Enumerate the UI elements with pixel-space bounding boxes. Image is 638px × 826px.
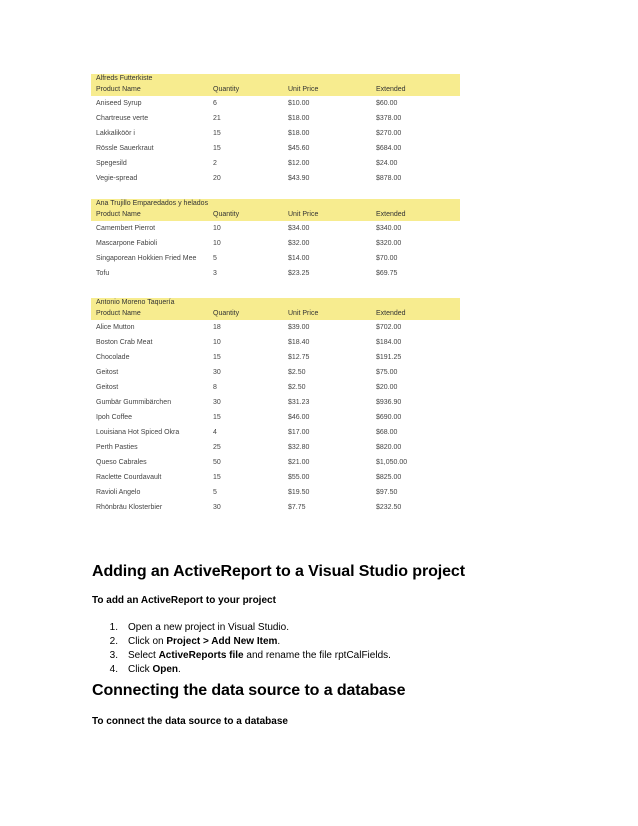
col-extended-cell: $68.00 (376, 428, 398, 436)
report-preview-image (91, 74, 460, 515)
col-extended-header: Extended (376, 211, 406, 218)
col-extended-cell: $340.00 (376, 224, 402, 232)
col-extended-cell: $1,050.00 (376, 458, 408, 466)
col-extended-cell: $60.00 (376, 99, 398, 107)
section-subheading-add-report: To add an ActiveReport to your project (92, 595, 276, 606)
step-text-part: . (178, 664, 181, 675)
section-heading-connect-datasource: Connecting the data source to a database (92, 682, 406, 699)
group-rows (91, 221, 460, 281)
table-row (96, 425, 455, 440)
col-extended-cell: $820.00 (376, 443, 402, 451)
col-product-name-cell: Raclette Courdavault (96, 473, 162, 481)
col-extended-header: Extended (376, 310, 406, 317)
step-text (128, 649, 391, 663)
col-unit-price-cell: $2.50 (288, 368, 306, 376)
table-row (96, 365, 455, 380)
col-product-name-cell: Gumbär Gummibärchen (96, 398, 172, 406)
step-emphasis: Open (152, 664, 179, 675)
col-extended-header: Extended (376, 86, 406, 93)
table-row (96, 440, 455, 455)
col-unit-price-cell: $23.25 (288, 269, 310, 277)
group-header-band (91, 199, 460, 221)
col-product-name-cell: Singaporean Hokkien Fried Mee (96, 254, 197, 262)
col-product-name-cell: Boston Crab Meat (96, 338, 153, 346)
table-row (96, 111, 455, 126)
col-product-name-cell: Tofu (96, 269, 110, 277)
col-extended-cell: $75.00 (376, 368, 398, 376)
col-extended-cell: $24.00 (376, 159, 398, 167)
step-item (92, 649, 391, 663)
col-product-name-header: Product Name (96, 211, 141, 218)
col-unit-price-cell: $19.50 (288, 488, 310, 496)
table-row (96, 500, 455, 515)
table-row (96, 395, 455, 410)
col-extended-cell: $702.00 (376, 323, 402, 331)
col-unit-price-cell: $12.00 (288, 159, 310, 167)
table-row (96, 156, 455, 171)
col-product-name-cell: Spegesild (96, 159, 127, 167)
step-text-part: Select (128, 650, 159, 661)
col-unit-price-cell: $10.00 (288, 99, 310, 107)
col-quantity-header: Quantity (213, 86, 240, 93)
table-row (96, 455, 455, 470)
table-row (96, 251, 455, 266)
step-item (92, 621, 391, 635)
step-emphasis: ActiveReports file (158, 650, 244, 661)
step-text (128, 663, 181, 677)
col-unit-price-cell: $18.00 (288, 114, 310, 122)
step-item (92, 663, 391, 677)
col-quantity-cell: 30 (213, 398, 221, 406)
col-extended-cell: $70.00 (376, 254, 398, 262)
col-extended-cell: $378.00 (376, 114, 402, 122)
step-number: 1. (109, 622, 118, 633)
step-number: 4. (109, 664, 118, 675)
table-row (96, 96, 455, 111)
col-quantity-cell: 10 (213, 224, 221, 232)
col-unit-price-cell: $46.00 (288, 413, 310, 421)
col-unit-price-cell: $21.00 (288, 458, 310, 466)
col-extended-cell: $69.75 (376, 269, 398, 277)
col-quantity-cell: 50 (213, 458, 221, 466)
col-quantity-cell: 2 (213, 159, 217, 167)
col-unit-price-header: Unit Price (288, 86, 319, 93)
col-quantity-cell: 21 (213, 114, 221, 122)
col-unit-price-cell: $32.80 (288, 443, 310, 451)
col-quantity-cell: 30 (213, 503, 221, 511)
col-extended-cell: $97.50 (376, 488, 398, 496)
table-row (96, 380, 455, 395)
table-row (96, 335, 455, 350)
col-product-name-cell: Alice Mutton (96, 323, 135, 331)
col-extended-cell: $184.00 (376, 338, 402, 346)
col-unit-price-cell: $39.00 (288, 323, 310, 331)
step-text-part: and rename the file rptCalFields. (243, 650, 391, 661)
col-product-name-cell: Chartreuse verte (96, 114, 149, 122)
col-unit-price-cell: $17.00 (288, 428, 310, 436)
step-text-part: Click (128, 664, 153, 675)
col-quantity-cell: 18 (213, 323, 221, 331)
step-text (128, 635, 280, 649)
step-item (92, 635, 391, 649)
col-extended-cell: $690.00 (376, 413, 402, 421)
col-unit-price-cell: $18.00 (288, 129, 310, 137)
col-unit-price-cell: $32.00 (288, 239, 310, 247)
col-quantity-header: Quantity (213, 211, 240, 218)
col-extended-cell: $191.25 (376, 353, 402, 361)
col-unit-price-cell: $14.00 (288, 254, 310, 262)
col-product-name-cell: Chocolade (96, 353, 130, 361)
table-row (96, 320, 455, 335)
column-headers (96, 84, 455, 96)
table-row (96, 470, 455, 485)
table-row (96, 266, 455, 281)
col-quantity-cell: 5 (213, 488, 217, 496)
col-product-name-cell: Vegie-spread (96, 174, 138, 182)
step-number: 2. (109, 636, 118, 647)
col-quantity-cell: 15 (213, 353, 221, 361)
section-subheading-connect-datasource: To connect the data source to a database (92, 716, 288, 727)
col-extended-cell: $936.90 (376, 398, 402, 406)
table-row (96, 236, 455, 251)
col-unit-price-cell: $7.75 (288, 503, 306, 511)
step-emphasis: Project > Add New Item (166, 636, 278, 647)
col-unit-price-cell: $31.23 (288, 398, 310, 406)
col-quantity-cell: 15 (213, 144, 221, 152)
col-extended-cell: $270.00 (376, 129, 402, 137)
table-row (96, 350, 455, 365)
col-product-name-cell: Ravioli Angelo (96, 488, 141, 496)
group-header-band (91, 74, 460, 96)
col-unit-price-header: Unit Price (288, 211, 319, 218)
col-quantity-cell: 15 (213, 129, 221, 137)
col-quantity-cell: 8 (213, 383, 217, 391)
col-quantity-cell: 6 (213, 99, 217, 107)
col-product-name-cell: Lakkaliköör i (96, 129, 135, 137)
col-product-name-cell: Mascarpone Fabioli (96, 239, 158, 247)
group-rows (91, 320, 460, 515)
col-product-name-cell: Camembert Pierrot (96, 224, 156, 232)
col-unit-price-cell: $43.90 (288, 174, 310, 182)
table-row (96, 221, 455, 236)
col-product-name-cell: Geitost (96, 368, 119, 376)
col-extended-cell: $232.50 (376, 503, 402, 511)
col-unit-price-cell: $45.60 (288, 144, 310, 152)
table-row (96, 126, 455, 141)
column-headers (96, 209, 455, 221)
col-extended-cell: $878.00 (376, 174, 402, 182)
table-row (96, 171, 455, 186)
col-unit-price-cell: $55.00 (288, 473, 310, 481)
group-header-band (91, 298, 460, 320)
col-product-name-cell: Perth Pasties (96, 443, 138, 451)
col-product-name-cell: Queso Cabrales (96, 458, 147, 466)
customer-name: Alfreds Futterkiste (96, 75, 153, 82)
col-quantity-cell: 25 (213, 443, 221, 451)
step-text-part: . (277, 636, 281, 647)
col-product-name-cell: Geitost (96, 383, 119, 391)
col-product-name-cell: Rössle Sauerkraut (96, 144, 154, 152)
col-quantity-cell: 10 (213, 338, 221, 346)
section-heading-add-report: Adding an ActiveReport to a Visual Studio project (92, 563, 465, 580)
group-rows (91, 96, 460, 186)
col-product-name-header: Product Name (96, 86, 141, 93)
col-extended-cell: $20.00 (376, 383, 398, 391)
col-quantity-cell: 15 (213, 413, 221, 421)
col-product-name-cell: Aniseed Syrup (96, 99, 142, 107)
col-extended-cell: $825.00 (376, 473, 402, 481)
report-group (91, 74, 460, 186)
table-row (96, 485, 455, 500)
col-quantity-header: Quantity (213, 310, 240, 317)
col-product-name-cell: Ipoh Coffee (96, 413, 133, 421)
report-group (91, 199, 460, 281)
col-quantity-cell: 20 (213, 174, 221, 182)
col-product-name-header: Product Name (96, 310, 141, 317)
step-text-part: Click on (128, 636, 167, 647)
col-unit-price-header: Unit Price (288, 310, 319, 317)
col-unit-price-cell: $18.40 (288, 338, 310, 346)
customer-name: Antonio Moreno Taquería (96, 299, 175, 306)
col-quantity-cell: 3 (213, 269, 217, 277)
col-unit-price-cell: $34.00 (288, 224, 310, 232)
col-quantity-cell: 5 (213, 254, 217, 262)
col-unit-price-cell: $2.50 (288, 383, 306, 391)
step-text-part: Open a new project in Visual Studio. (128, 622, 290, 633)
report-group (91, 298, 460, 515)
col-extended-cell: $684.00 (376, 144, 402, 152)
col-quantity-cell: 4 (213, 428, 217, 436)
customer-name: Ana Trujillo Emparedados y helados (96, 200, 209, 207)
steps-list (92, 621, 391, 677)
step-number: 3. (109, 650, 118, 661)
step-text (128, 621, 289, 635)
col-product-name-cell: Louisiana Hot Spiced Okra (96, 428, 180, 436)
col-quantity-cell: 30 (213, 368, 221, 376)
col-extended-cell: $320.00 (376, 239, 402, 247)
col-quantity-cell: 15 (213, 473, 221, 481)
table-row (96, 141, 455, 156)
col-quantity-cell: 10 (213, 239, 221, 247)
table-row (96, 410, 455, 425)
col-unit-price-cell: $12.75 (288, 353, 310, 361)
col-product-name-cell: Rhönbräu Klosterbier (96, 503, 163, 511)
column-headers (96, 308, 455, 320)
